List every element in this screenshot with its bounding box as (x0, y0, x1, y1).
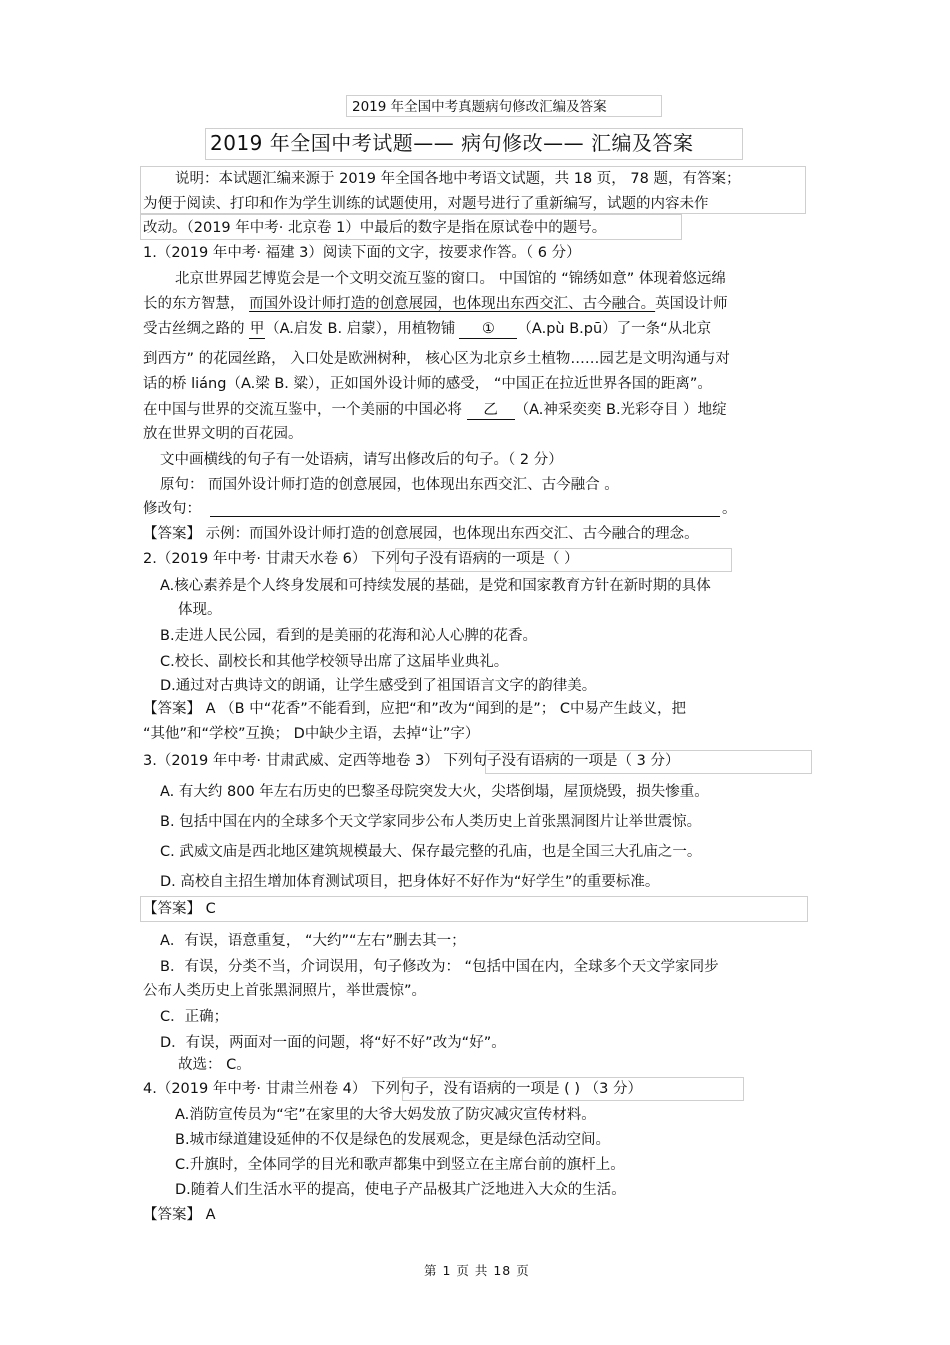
q1-modified-end: 。 (722, 501, 737, 517)
scan-box-q3-answer (140, 896, 808, 922)
q1-passage-line-1: 北京世界园艺博览会是一个文明交流互鉴的窗口。 中国馆的 “锦绣如意” 体现着悠远绵 (175, 271, 726, 287)
q2-option-c: C.校长、副校长和其他学校领导出席了这届毕业典礼。 (160, 654, 509, 670)
q3-option-a: A. 有大约 800 年左右历史的巴黎圣母院突发大火，尖塔倒塌，屋顶烧毁，损失惨重。 (160, 784, 709, 800)
page-number: 第 1 页 共 18 页 (424, 1263, 530, 1278)
q1-passage-text: （A.神采奕奕 B.光彩夺目 ）地绽 (514, 402, 727, 418)
q3-explanation-b-cont: 公布人类历史上首张黑洞照片，举世震惊”。 (143, 983, 427, 999)
q4-option-b: B.城市绿道建设延伸的不仅是绿色的发展观念，更是绿色活动空间。 (175, 1132, 611, 1148)
q4-option-d: D.随着人们生活水平的提高，使电子产品极其广泛地进入大众的生活。 (175, 1182, 626, 1198)
q2-heading: 2.（2019 年中考· 甘肃天水卷 6） 下列句子没有语病的一项是（ ） (143, 551, 579, 567)
q1-passage-text: 英国设计师 (655, 296, 728, 312)
q1-passage-text: 在中国与世界的交流互鉴中，一个美丽的中国必将 (143, 402, 467, 418)
q3-heading: 3.（2019 年中考· 甘肃武威、定西等地卷 3） 下列句子没有语病的一项是（ 3 分） (143, 753, 680, 769)
q1-passage-line-7: 放在世界文明的百花园。 (143, 426, 303, 442)
q1-modified-label: 修改句： (143, 501, 201, 517)
q3-explanation-b: B．有误，分类不当，介词误用，句子修改为： “包括中国在内，全球多个天文学家同步 (160, 959, 719, 975)
q3-choice: 故选： C。 (178, 1057, 251, 1073)
q3-explanation-c: C．正确； (160, 1009, 229, 1025)
q3-option-b: B. 包括中国在内的全球多个天文学家同步公布人类历史上首张黑洞图片让举世震惊。 (160, 814, 702, 830)
page-title: 2019 年全国中考试题—— 病句修改—— 汇编及答案 (210, 131, 694, 155)
intro-line-3: 改动。（2019 年中考· 北京卷 1）中最后的数字是指在原试卷中的题号。 (143, 220, 607, 236)
q2-answer-line-1: 【答案】 A （B 中“花香”不能看到，应把“和”改为“闻到的是”； C中易产生歧义，把 (143, 701, 686, 717)
q1-passage-text: （A.pù B.pū）了一条“从北京 (517, 321, 712, 337)
q1-task: 文中画横线的句子有一处语病，请写出修改后的句子。（ 2 分） (160, 452, 563, 468)
q1-heading: 1.（2019 年中考· 福建 3）阅读下面的文字，按要求作答。（ 6 分） (143, 245, 581, 261)
q1-passage-line-2 (143, 295, 728, 313)
q3-explanation-a: A．有误，语意重复， “大约”“左右”删去其一； (160, 933, 466, 949)
q2-option-a-line-2: 体现。 (178, 602, 222, 618)
q3-option-d: D. 高校自主招生增加体育测试项目，把身体好不好作为“好学生”的重要标准。 (160, 874, 660, 890)
running-title: 2019 年全国中考真题病句修改汇编及答案 (352, 99, 607, 115)
intro-line-2: 为便于阅读、打印和作为学生训练的试题使用，对题号进行了重新编写，试题的内容未作 (143, 196, 709, 212)
blank-yi: 乙 (467, 401, 515, 420)
blank-1: ① (459, 320, 517, 339)
q4-option-a: A.消防宣传员为“宅”在家里的大爷大妈发放了防灾减灾宣传材料。 (175, 1107, 596, 1123)
q2-answer-line-2: “其他”和“学校”互换； D中缺少主语，去掉“让”字） (143, 726, 480, 742)
q4-option-c: C.升旗时，全体同学的目光和歌声都集中到竖立在主席台前的旗杆上。 (175, 1157, 625, 1173)
q4-answer: 【答案】 A (143, 1207, 216, 1223)
q2-option-b: B.走进人民公园，看到的是美丽的花海和沁人心脾的花香。 (160, 628, 538, 644)
q1-passage-line-5: 话的桥 liáng（A.梁 B. 粱），正如国外设计师的感受， “中国正在拉近世界各国的距离”。 (143, 376, 712, 392)
q1-modified-answer-line (210, 516, 720, 517)
intro-line-1: 说明：本试题汇编来源于 2019 年全国各地中考语文试题，共 18 页， 78 题，有答案； (175, 171, 741, 187)
q1-answer: 【答案】 示例：而国外设计师打造的创意展园，也体现出东西交汇、古今融合的理念。 (143, 526, 699, 542)
q1-underlined-sentence: 而国外设计师打造的创意展园，也体现出东西交汇、古今融合。 (249, 296, 656, 312)
q2-option-d: D.通过对古典诗文的朗诵，让学生感受到了祖国语言文字的韵律美。 (160, 678, 597, 694)
q1-passage-text: 受古丝绸之路的 (143, 321, 250, 337)
q1-passage-text: （A.启发 B. 启蒙），用植物铺 (265, 321, 456, 337)
q3-option-c: C. 武威文庙是西北地区建筑规模最大、保存最完整的孔庙，也是全国三大孔庙之一。 (160, 844, 702, 860)
q1-passage-text: 长的东方智慧， (143, 296, 250, 312)
q3-answer: 【答案】 C (143, 901, 216, 917)
blank-jia: 甲 (249, 321, 265, 337)
q3-explanation-d: D．有误，两面对一面的问题，将“好不好”改为“好”。 (160, 1035, 506, 1051)
q1-passage-line-3 (143, 320, 711, 339)
q1-passage-line-6 (143, 401, 727, 420)
q1-original-sentence: 原句： 而国外设计师打造的创意展园，也体现出东西交汇、古今融合 。 (160, 477, 619, 493)
q4-heading: 4.（2019 年中考· 甘肃兰州卷 4） 下列句子，没有语病的一项是 ( ) （3 分） (143, 1081, 642, 1097)
q2-option-a-line-1: A.核心素养是个人终身发展和可持续发展的基础，是党和国家教育方针在新时期的具体 (160, 578, 711, 594)
q1-passage-line-4: 到西方” 的花园丝路， 入口处是欧洲树种， 核心区为北京乡土植物……园艺是文明沟通与对 (143, 351, 730, 367)
